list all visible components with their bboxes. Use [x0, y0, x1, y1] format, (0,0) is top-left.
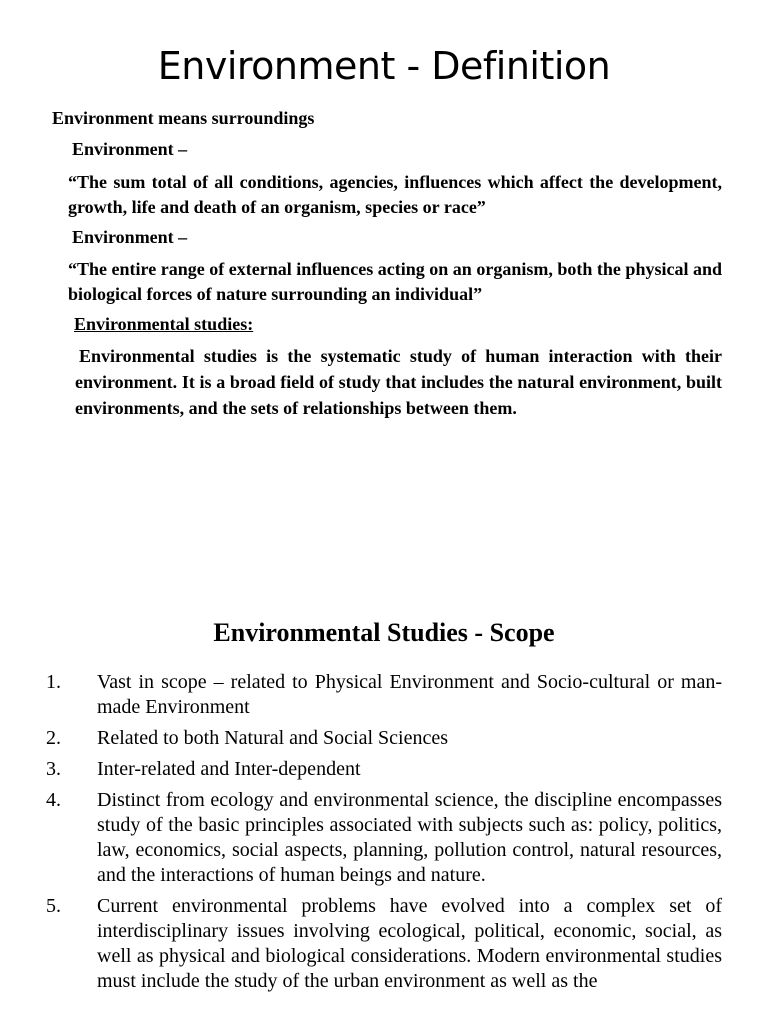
- list-item: [0, 726, 768, 751]
- definition-quote-2-text: “The entire range of external influences acting on an organism, both the physical and biological forces of nature surrounding an individual”: [68, 259, 722, 304]
- list-item-number: 2.: [46, 727, 61, 749]
- list-item: [0, 788, 768, 888]
- list-item-text: Vast in scope – related to Physical Environment and Socio-cultural or man-made Environment: [97, 671, 722, 718]
- definition-label-1: Environment –: [72, 139, 188, 159]
- definition-label-2: Environment –: [72, 227, 188, 247]
- studies-paragraph: Environmental studies is the systematic study of human interaction with their environment. It is a broad field of study that includes the natural environment, built environments, and the sets of relationships between them.: [75, 346, 722, 418]
- list-item: [0, 757, 768, 782]
- definition-quote-2: [68, 257, 722, 307]
- list-item: [0, 670, 768, 720]
- list-item-number: 3.: [46, 758, 61, 780]
- list-item-number: 4.: [46, 789, 61, 811]
- list-item-text: Related to both Natural and Social Sciences: [97, 727, 449, 749]
- list-item-number: 5.: [46, 895, 61, 917]
- list-item: [0, 894, 768, 994]
- list-item-text: Distinct from ecology and environmental science, the discipline encompasses study of the basic principles associated with subjects such as: policy, politics, law, economics, social aspects, planning, pollution control, natural resources, and the interactions of human beings and nature.: [97, 789, 722, 886]
- intro-line: Environment means surroundings: [52, 108, 315, 128]
- scope-title: Environmental Studies - Scope: [213, 618, 555, 647]
- definition-slide: [0, 0, 768, 470]
- definition-quote-1: [68, 170, 722, 220]
- studies-heading: Environmental studies:: [74, 314, 254, 334]
- definition-quote-1-text: “The sum total of all conditions, agencies, influences which affect the development, growth, life and death of an organism, species or race”: [68, 172, 722, 217]
- slide-title: Environment - Definition: [157, 44, 611, 88]
- list-item-text: Inter-related and Inter-dependent: [97, 758, 361, 780]
- list-item-text: Current environmental problems have evolved into a complex set of interdisciplinary issues involving ecological, political, economic, social, as well as physical and biological considerations. Modern environmental studies must include the study of the urban environment as well as the: [97, 895, 722, 992]
- scope-list: [0, 670, 768, 1000]
- list-item-number: 1.: [46, 671, 61, 693]
- scope-slide: [0, 600, 768, 1024]
